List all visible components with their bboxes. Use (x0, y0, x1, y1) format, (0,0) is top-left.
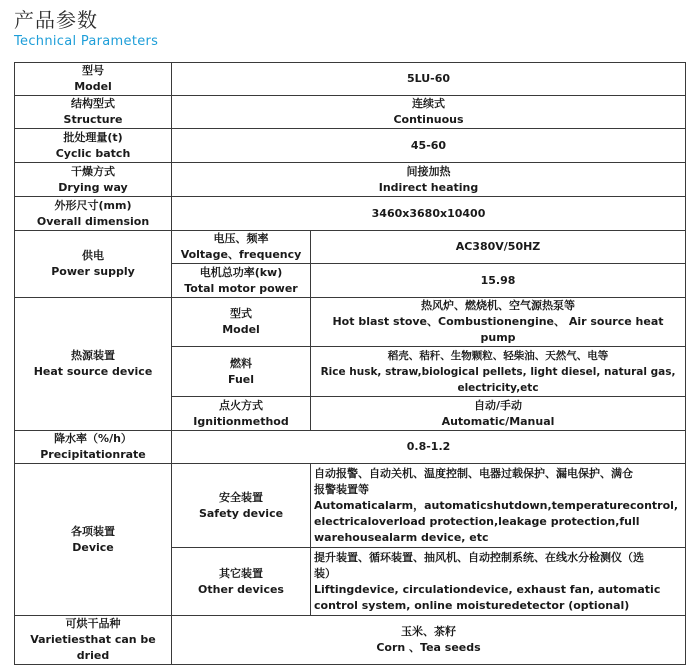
sub-value: AC380V/50HZ (311, 231, 686, 264)
table-row (15, 163, 686, 197)
sub-value: 提升装置、循环装置、抽风机、自动控制系统、在线水分检测仪（选 装） Liftingdevice, circulationdevice, exhaust fan, automatic control system, online moisturedetector (optional) (311, 548, 686, 616)
page-header (14, 8, 158, 50)
sub-value: 自动/手动 Automatic/Manual (311, 397, 686, 431)
row-label: 外形尺寸(mm) Overall dimension (15, 197, 172, 231)
sub-label: 电机总功率(kw) Total motor power (172, 264, 311, 298)
page-subtitle: Technical Parameters (14, 34, 159, 49)
row-value: 45-60 (172, 129, 686, 163)
table-row (15, 96, 686, 129)
row-value: 3460x3680x10400 (172, 197, 686, 231)
sub-label: 型式 Model (172, 298, 311, 347)
sub-label: 电压、频率 Voltage、frequency (172, 231, 311, 264)
table-row (15, 431, 686, 464)
table-row (15, 129, 686, 163)
sub-label: 其它装置 Other devices (172, 548, 311, 616)
sub-value: 热风炉、燃烧机、空气源热泵等 Hot blast stove、Combustionengine、 Air source heat pump (311, 298, 686, 347)
row-label: 干燥方式 Drying way (15, 163, 172, 197)
row-label: 各项装置 Device (15, 464, 172, 616)
row-label: 降水率（%/h） Precipitationrate (15, 431, 172, 464)
row-value: 玉米、茶籽 Corn 、Tea seeds (172, 616, 686, 665)
row-value: 间接加热 Indirect heating (172, 163, 686, 197)
row-label: 热源装置 Heat source device (15, 298, 172, 431)
sub-value: 自动报警、自动关机、温度控制、电器过载保护、漏电保护、满仓 报警装置等 Automaticalarm，automaticshutdown,temperaturecontrol, electricaloverload protection,leakage protection,full warehousealarm device, etc (311, 464, 686, 548)
table-row (15, 298, 686, 347)
spec-table (14, 62, 686, 665)
row-value: 连续式 Continuous (172, 96, 686, 129)
row-value: 0.8-1.2 (172, 431, 686, 464)
row-label: 可烘干品种 Varietiesthat can be dried (15, 616, 172, 665)
row-label: 结构型式 Structure (15, 96, 172, 129)
sub-label: 点火方式 Ignitionmethod (172, 397, 311, 431)
table-row (15, 197, 686, 231)
sub-value: 15.98 (311, 264, 686, 298)
sub-label: 燃料 Fuel (172, 347, 311, 397)
row-label: 供电 Power supply (15, 231, 172, 298)
row-label: 批处理量(t) Cyclic batch (15, 129, 172, 163)
table-row (15, 464, 686, 548)
sub-label: 安全装置 Safety device (172, 464, 311, 548)
row-label: 型号 Model (15, 63, 172, 96)
row-value: 5LU-60 (172, 63, 686, 96)
table-row (15, 231, 686, 264)
page-title: 产品参数 (14, 8, 98, 32)
table-row (15, 616, 686, 665)
table-row (15, 63, 686, 96)
sub-value: 稻壳、秸秆、生物颗粒、轻柴油、天然气、电等 Rice husk, straw,biological pellets, light diesel, natural gas, electricity,etc (311, 347, 686, 397)
